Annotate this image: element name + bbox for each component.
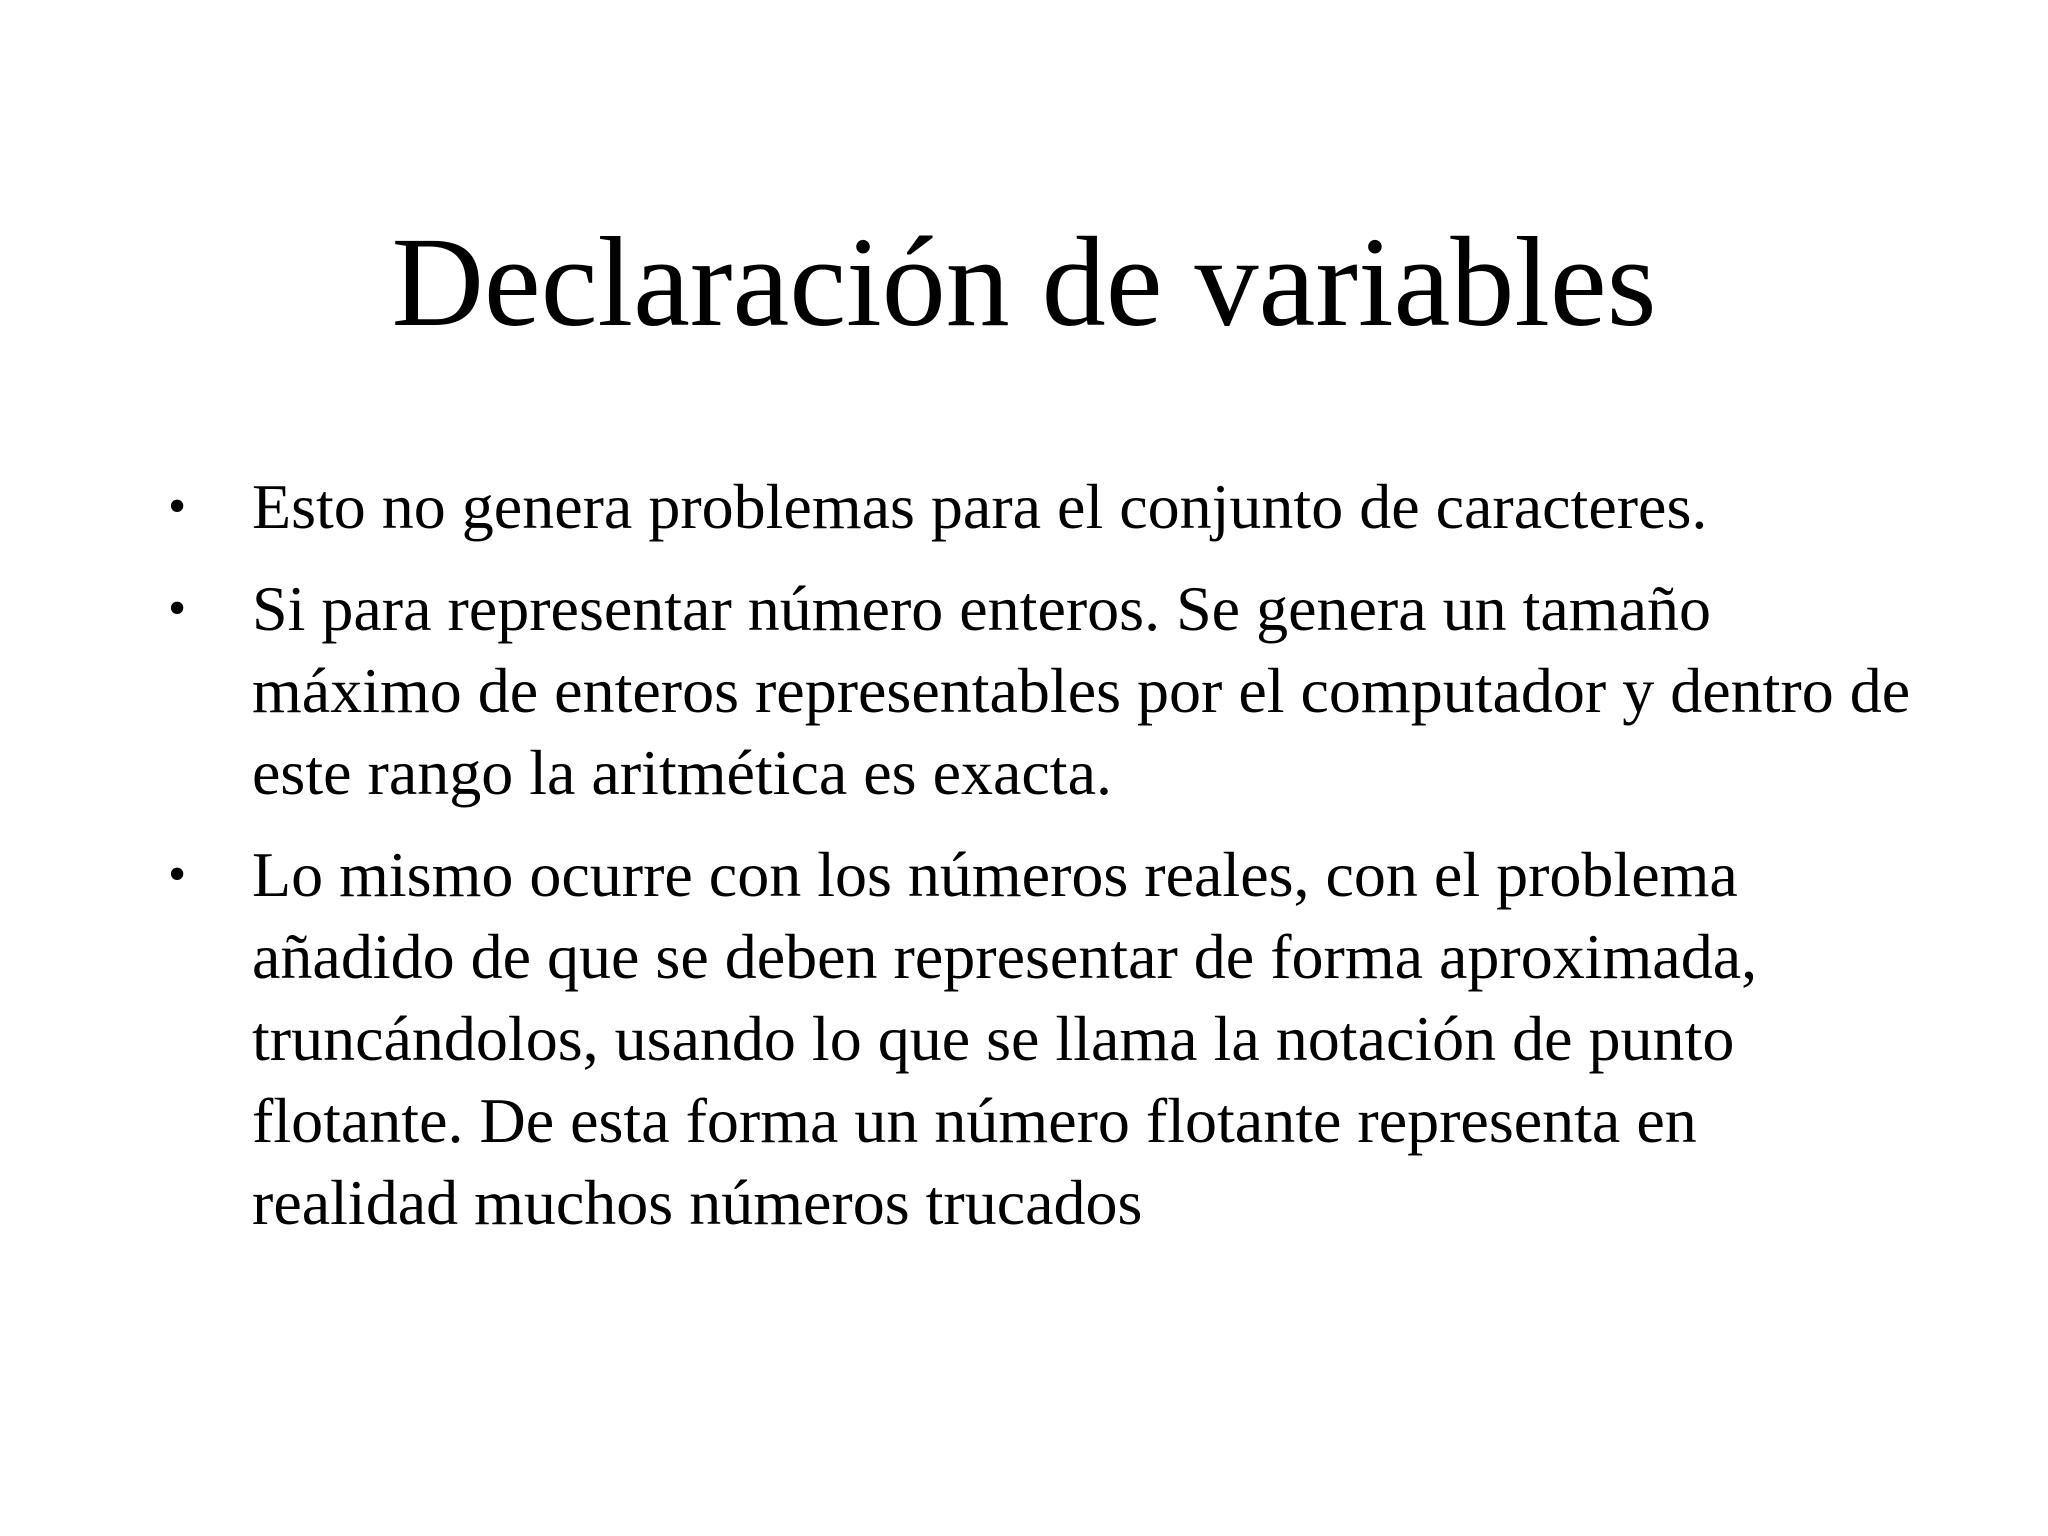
bullet-text-2: Si para representar número enteros. Se genera un tamaño máximo de enteros representables por el computador y dentro de este rango la aritmética es exacta. [252, 573, 1911, 808]
bullet-text-1: Esto no genera problemas para el conjunto de caracteres. [252, 471, 1708, 542]
bullet-item-2 [168, 568, 1918, 814]
bullet-marker: • [168, 478, 187, 535]
bullet-marker: • [168, 580, 187, 637]
bullet-marker: • [168, 846, 187, 903]
bullet-item-1 [168, 466, 1918, 548]
bullet-list [168, 466, 1918, 1264]
bullet-text-3: Lo mismo ocurre con los números reales, con el problema añadido de que se deben representar de forma aproximada, truncándolos, usando lo que se llama la notación de punto flotante. De esta forma un número flotante representa en realidad muchos números trucados [252, 839, 1758, 1238]
bullet-item-3 [168, 834, 1918, 1244]
slide-title: Declaración de variables [391, 211, 1657, 353]
